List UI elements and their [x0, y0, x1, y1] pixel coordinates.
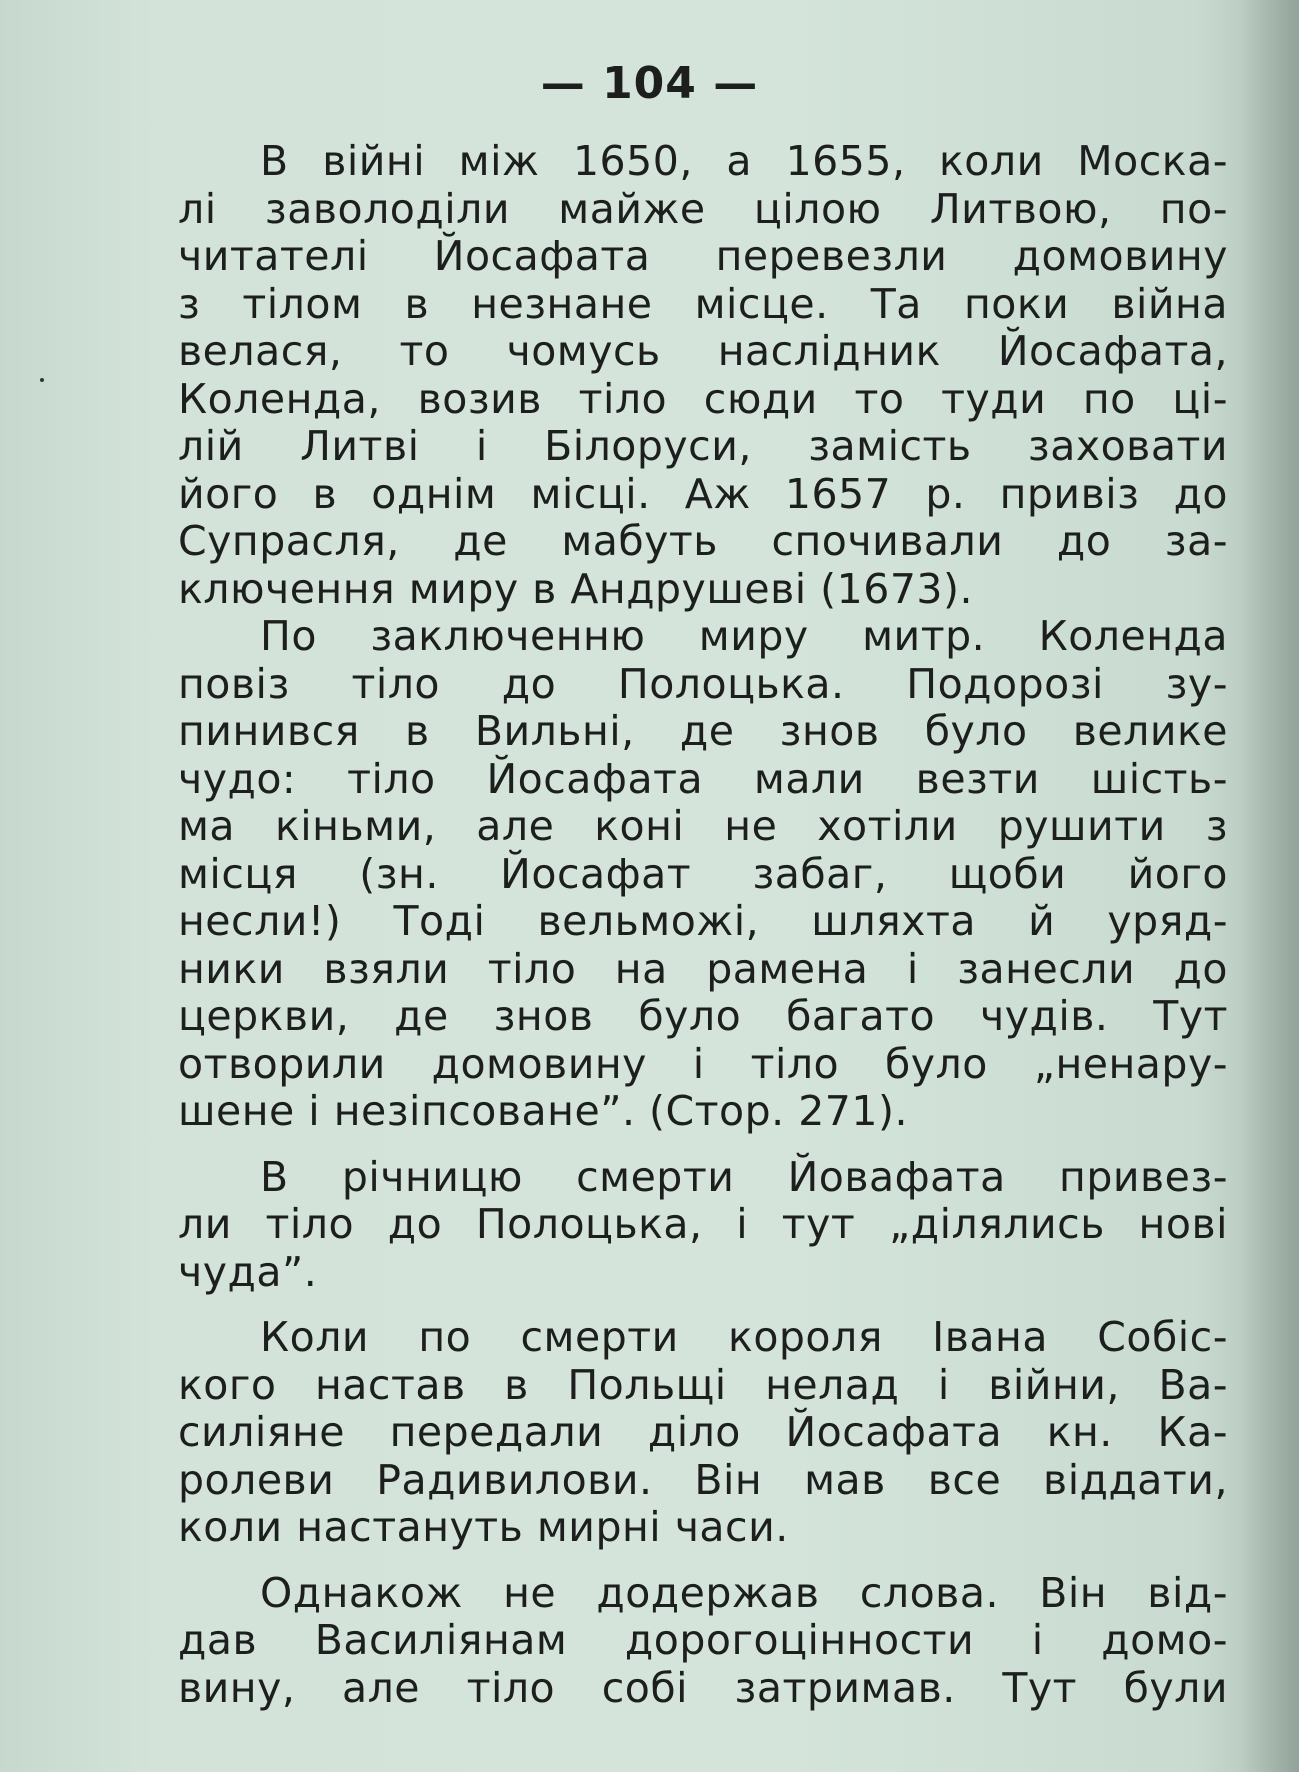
text-line: силіяне передали діло Йосафата кн. Ка-: [178, 1408, 1228, 1456]
text-line: кого настав в Польщі нелад і війни, Ва-: [178, 1360, 1228, 1409]
text-line: Коленда, возив тіло сюди то туди по ці-: [178, 374, 1228, 423]
text-line: місця (зн. Йосафат забаг, щоби його: [178, 849, 1228, 898]
text-line: чудо: тіло Йосафата мали везти шість-: [178, 754, 1228, 803]
page-number: — 104 —: [540, 58, 759, 109]
page-edge-shadow: [1239, 0, 1299, 1772]
text-line: несли!) Тоді вельможі, шляхта й уряд-: [178, 897, 1228, 945]
text-line: дав Василіянам дорогоцінности і домо-: [178, 1616, 1228, 1664]
text-line: В річницю смерти Йовафата привез-: [260, 1152, 1228, 1201]
stray-mark: [40, 378, 44, 382]
text-line: лій Литві і Білоруси, замість заховати: [178, 422, 1228, 470]
text-line: вину, але тіло собі затримав. Тут були: [178, 1663, 1228, 1712]
text-line: повіз тіло до Полоцька. Подорозі зу-: [178, 659, 1228, 708]
body-text: [178, 138, 1228, 1712]
text-line: По заключенню миру митр. Коленда: [260, 612, 1228, 660]
text-line: ники взяли тіло на рамена і занесли до: [178, 944, 1228, 993]
text-line: його в однім місці. Аж 1657 р. привіз до: [178, 469, 1228, 518]
paragraph-gap: [178, 1552, 1228, 1570]
text-line: ключення миру в Андрушеві (1673).: [178, 564, 974, 613]
text-line: ли тіло до Полоцька, і тут „ділялись нові: [178, 1200, 1228, 1248]
text-line: читателі Йосафата перевезли домовину: [178, 232, 1228, 280]
paragraph-gap: [178, 1296, 1228, 1314]
text-line: з тілом в незнане місце. Та поки війна: [178, 279, 1228, 328]
text-line: коли настануть мирні часи.: [178, 1503, 789, 1551]
text-line: отворили домовину і тіло було „ненару-: [178, 1039, 1228, 1088]
text-line: Супрасля, де мабуть спочивали до за-: [178, 517, 1228, 565]
text-line: шене і незіпсоване”. (Стор. 271).: [178, 1087, 908, 1135]
text-line: Однакож не додержав слова. Він від-: [260, 1568, 1228, 1617]
text-line: Коли по смерти короля Івана Собіс-: [260, 1313, 1228, 1361]
text-line: церкви, де знов було багато чудів. Тут: [178, 992, 1228, 1040]
text-line: велася, то чомусь наслідник Йосафата,: [178, 327, 1228, 375]
paragraph-gap: [178, 1136, 1228, 1154]
text-line: В війні між 1650, а 1655, коли Моска-: [260, 137, 1228, 185]
text-line: пинився в Вильні, де знов було велике: [178, 707, 1228, 755]
text-line: чуда”.: [178, 1247, 318, 1296]
text-line: ролеви Радивилови. Він мав все віддати,: [178, 1455, 1228, 1504]
text-line: ма кіньми, але коні не хотіли рушити з: [178, 802, 1228, 850]
text-line: лі заволоділи майже цілою Литвою, по-: [178, 184, 1228, 233]
